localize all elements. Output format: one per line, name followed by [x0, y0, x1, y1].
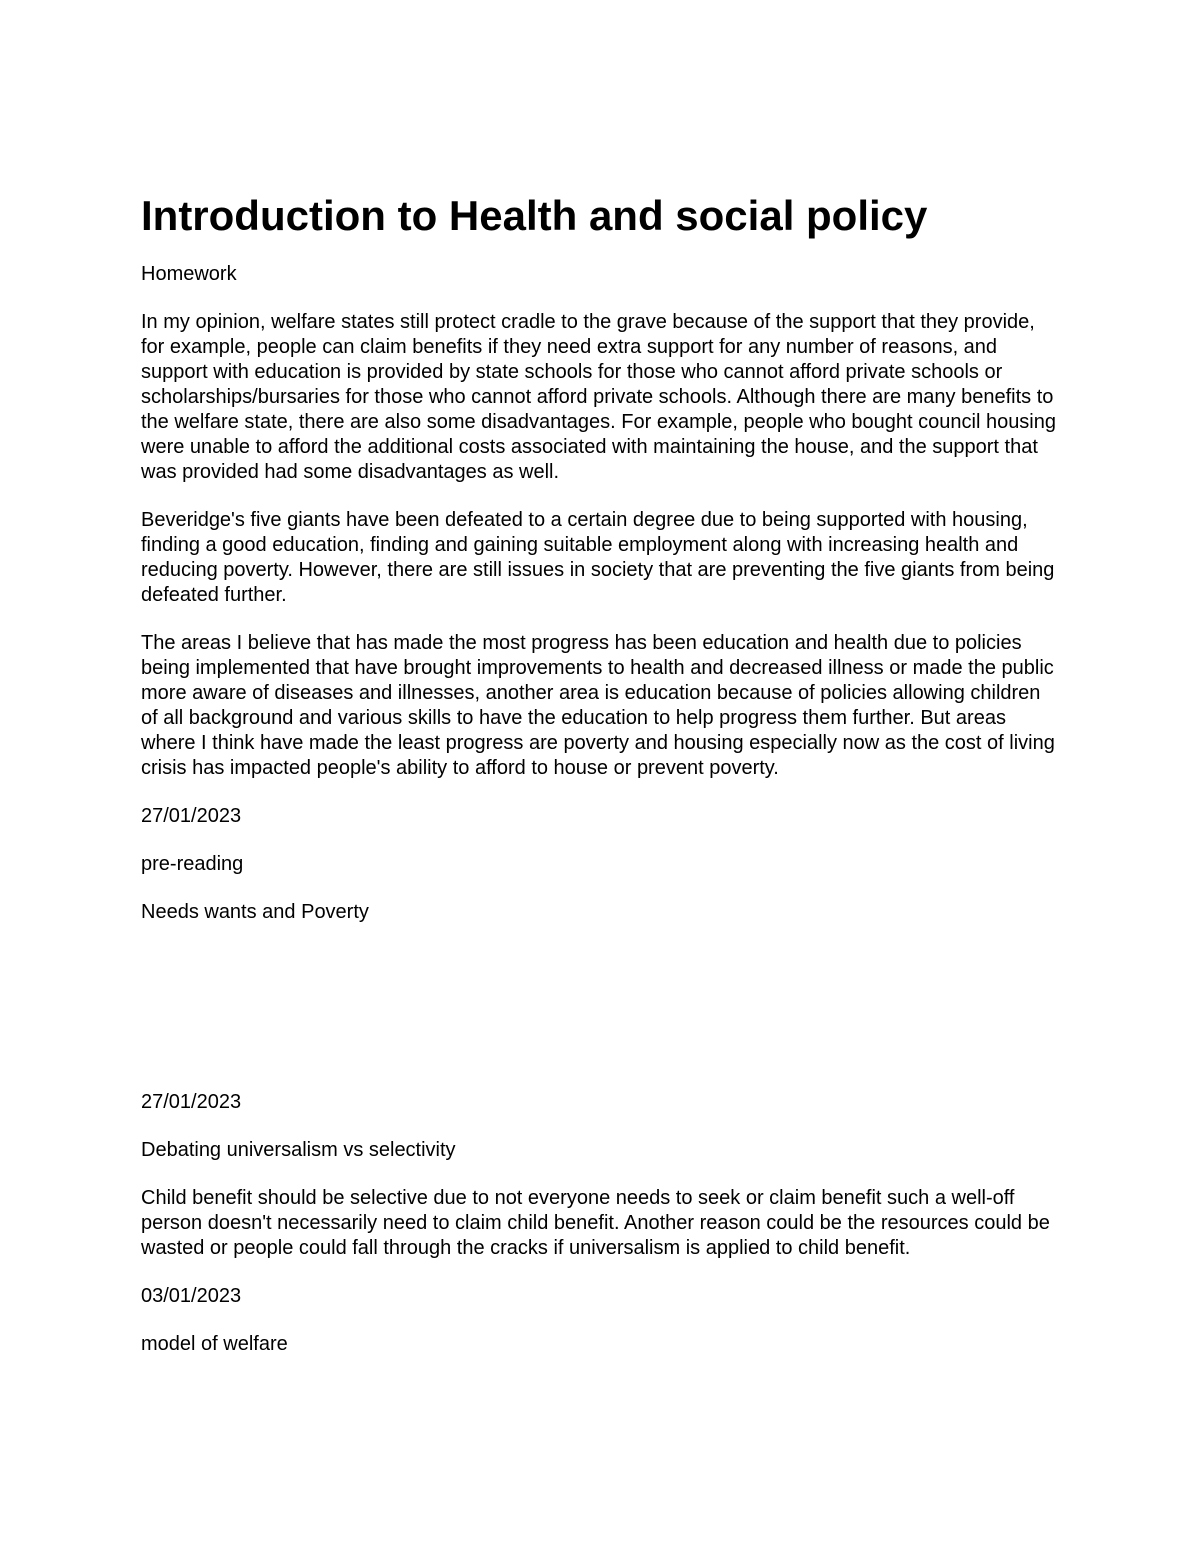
date-entry-2: 27/01/2023: [141, 1091, 242, 1113]
document-page: [141, 190, 1061, 1380]
paragraph-five-giants: Beveridge's five giants have been defeated to a certain degree due to being supported with housing, finding a good education, finding and gaining suitable employment along with increasing health and reducing poverty. However, there are still issues in society that are preventing the five giants from being defeated further.: [141, 509, 1055, 606]
homework-label: Homework: [141, 263, 237, 285]
debate-heading: Debating universalism vs selectivity: [141, 1139, 456, 1161]
needs-wants-poverty-heading: Needs wants and Poverty: [141, 901, 369, 923]
date-entry-3: 03/01/2023: [141, 1285, 242, 1307]
paragraph-progress-areas: The areas I believe that has made the most progress has been education and health due to policies being implemented that have brought improvements to health and decreased illness or made the public more aware of diseases and illnesses, another area is education because of policies allowing children of all background and various skills to have the education to help progress them further. But areas where I think have made the least progress are poverty and housing especially now as the cost of living crisis has impacted people's ability to afford to house or prevent poverty.: [141, 632, 1055, 779]
paragraph-welfare-states: In my opinion, welfare states still protect cradle to the grave because of the support that they provide, for example, people can claim benefits if they need extra support for any number of reasons, and support with education is provided by state schools for those who cannot afford private schools or scholarships/bursaries for those who cannot afford private schools. Although there are many benefits to the welfare state, there are also some disadvantages. For example, people who bought council housing were unable to afford the additional costs associated with maintaining the house, and the support that was provided had some disadvantages as well.: [141, 311, 1056, 483]
blank-space: [141, 948, 1061, 1090]
pre-reading-label: pre-reading: [141, 853, 244, 875]
model-of-welfare-heading: model of welfare: [141, 1333, 288, 1355]
paragraph-child-benefit: Child benefit should be selective due to not everyone needs to seek or claim benefit such a well-off person doesn't necessarily need to claim child benefit. Another reason could be the resources could be wasted or people could fall through the cracks if universalism is applied to child benefit.: [141, 1187, 1050, 1259]
document-title: Introduction to Health and social policy: [141, 192, 928, 239]
date-entry-1: 27/01/2023: [141, 805, 242, 827]
